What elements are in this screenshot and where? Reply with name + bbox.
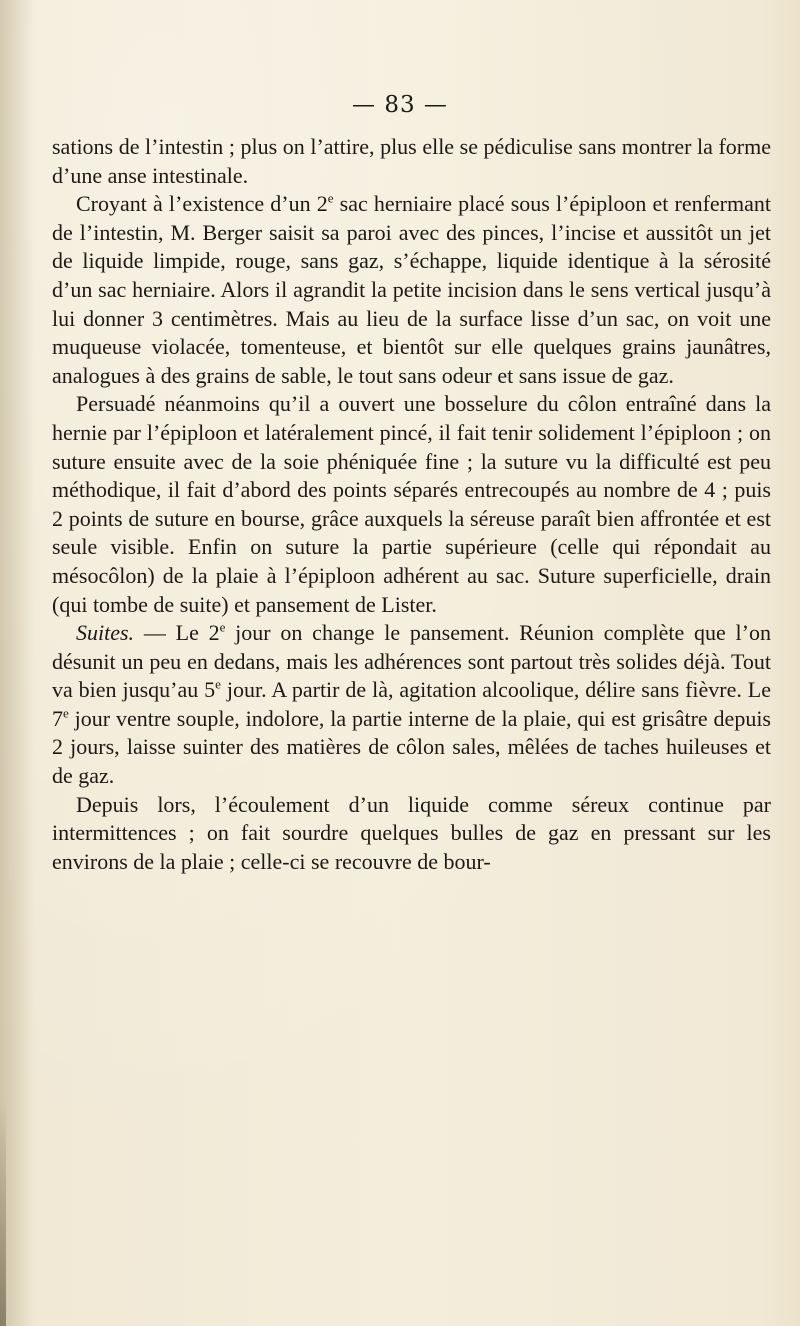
body-text	[52, 133, 771, 876]
ordinal-superscript: e	[219, 619, 226, 635]
text-run: jour. A partir de là, agitation alcoolique, délire sans fièvre. Le 7	[52, 677, 772, 731]
ordinal-superscript: e	[63, 705, 69, 721]
text-run: Croyant à l’existence d’un 2	[76, 191, 328, 217]
paragraph	[52, 133, 771, 190]
paragraph	[52, 619, 771, 791]
text-run: jour ventre souple, indolore, la partie interne de la plaie, qui est grisâtre depuis 2 jours, laisse suinter des matières de côlon sales, mêlées de taches huileuses et de gaz.	[52, 705, 771, 789]
ordinal-superscript: e	[215, 676, 221, 692]
page-number: — 83 —	[352, 92, 448, 118]
text-run: Depuis lors, l’écoulement d’un liquide comme séreux continue par intermittences ; on fait sourdre quelques bulles de gaz en pressant sur les environs de la plaie ; celle-ci se recouvre de bour-	[52, 791, 771, 874]
section-heading-italic: Suites.	[76, 620, 135, 646]
text-run: sac herniaire placé sous l’épiploon et renfermant de l’intestin, M. Berger saisit sa paroi avec des pinces, l’incise et aussitôt un jet de liquide limpide, rouge, sans gaz, s’échappe, liquide identique à la sérosité d’un sac herniaire. Alors il agrandit la petite incision dans le sens vertical jusqu’à lui donner 3 centimètres. Mais au lieu de la surface lisse d’un sac, on voit une muqueuse violacée, tomenteuse, et bientôt sur elle quelques grains jaunâtres, analogues à des grains de sable, le tout sans odeur et sans issue de gaz.	[52, 191, 771, 388]
paragraph	[52, 190, 771, 390]
page-edge	[0, 1100, 6, 1326]
ordinal-superscript: e	[327, 190, 334, 206]
text-run: sations de l’intestin ; plus on l’attire, plus elle se pédiculise sans montrer la forme d’une anse intestinale.	[52, 134, 771, 188]
paragraph	[52, 390, 771, 619]
text-run: jour on change le pansement. Réunion complète que l’on désunit un peu en dedans, mais les adhérences sont partout très solides déjà. Tout va bien jusqu’au 5	[52, 620, 771, 703]
text-run: Persuadé néanmoins qu’il a ouvert une bosselure du côlon entraîné dans la hernie par l’épiploon et latéralement pincé, il fait tenir solidement l’épiploon ; on suture ensuite avec de la soie phéniquée fine ; la suture vu la difficulté est peu méthodique, il fait d’abord des points séparés entrecoupés au nombre de 4 ; puis 2 points de suture en bourse, grâce auxquels la séreuse paraît bien affrontée et est seule visible. Enfin on suture la partie supérieure (celle qui répondait au mésocôlon) de la plaie à l’épiploon adhérent au sac. Suture superficielle, drain (qui tombe de suite) et pansement de Lister.	[52, 391, 771, 617]
paragraph	[52, 791, 771, 877]
text-run: — Le 2	[134, 620, 220, 646]
